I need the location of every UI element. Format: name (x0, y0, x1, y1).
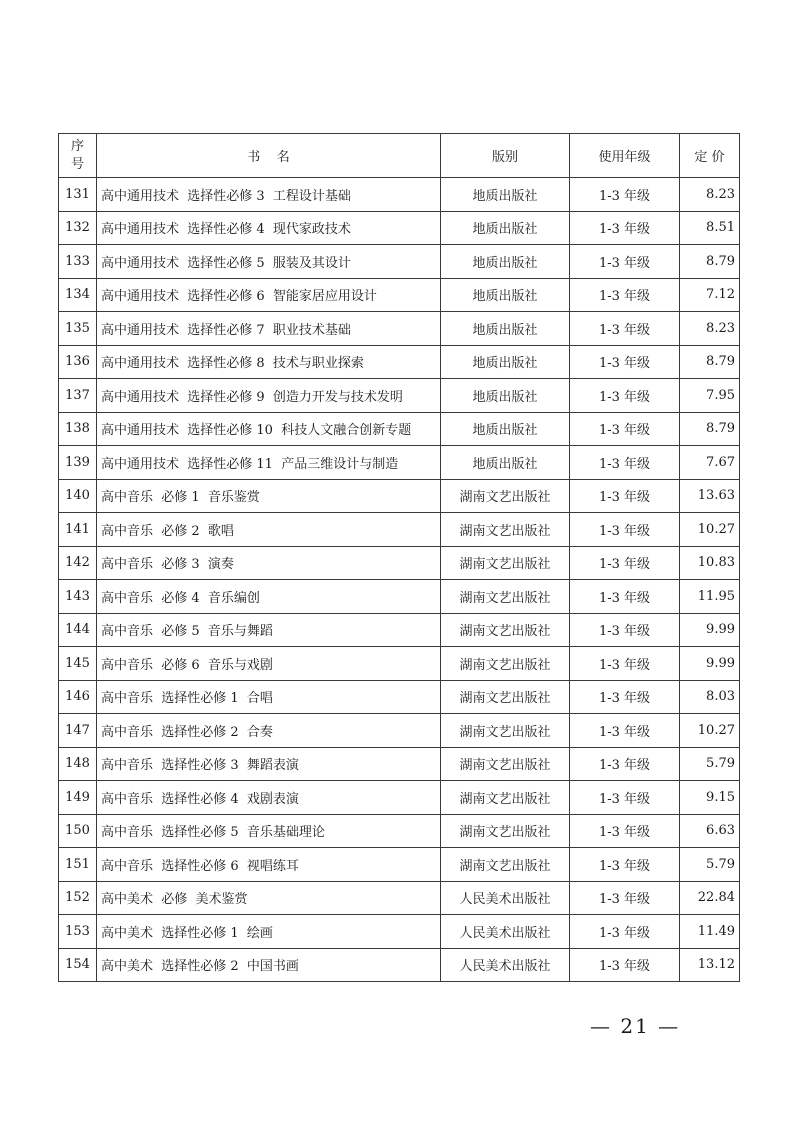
row-grade: 1-3 年级 (570, 278, 680, 312)
row-grade: 1-3 年级 (570, 211, 680, 245)
row-grade: 1-3 年级 (570, 412, 680, 446)
row-price: 9.15 (680, 781, 740, 815)
row-grade: 1-3 年级 (570, 178, 680, 212)
row-grade: 1-3 年级 (570, 312, 680, 346)
row-price: 8.51 (680, 211, 740, 245)
row-number: 149 (59, 781, 97, 815)
row-price: 13.12 (680, 948, 740, 982)
row-publisher: 地质出版社 (441, 278, 570, 312)
row-book-title: 高中音乐 选择性必修 4 戏剧表演 (97, 781, 441, 815)
row-grade: 1-3 年级 (570, 881, 680, 915)
row-grade: 1-3 年级 (570, 479, 680, 513)
row-number: 145 (59, 647, 97, 681)
row-number: 132 (59, 211, 97, 245)
row-number: 142 (59, 546, 97, 580)
row-grade: 1-3 年级 (570, 379, 680, 413)
table-row (59, 513, 740, 547)
header-seq-top: 序 (70, 138, 84, 154)
table-row (59, 379, 740, 413)
table-row (59, 680, 740, 714)
row-book-title: 高中音乐 选择性必修 3 舞蹈表演 (97, 747, 441, 781)
header-price: 定 价 (680, 134, 740, 178)
page-number: — 21 — (590, 1014, 681, 1038)
table-row (59, 278, 740, 312)
table-row (59, 747, 740, 781)
textbook-table (58, 133, 740, 982)
row-grade: 1-3 年级 (570, 747, 680, 781)
row-number: 146 (59, 680, 97, 714)
row-publisher: 人民美术出版社 (441, 948, 570, 982)
row-grade: 1-3 年级 (570, 245, 680, 279)
row-book-title: 高中音乐 必修 2 歌唱 (97, 513, 441, 547)
row-publisher: 地质出版社 (441, 345, 570, 379)
table-row (59, 580, 740, 614)
row-price: 10.27 (680, 714, 740, 748)
row-price: 11.49 (680, 915, 740, 949)
table-row (59, 245, 740, 279)
row-price: 10.83 (680, 546, 740, 580)
table-row (59, 848, 740, 882)
row-book-title: 高中通用技术 选择性必修 8 技术与职业探索 (97, 345, 441, 379)
row-price: 8.79 (680, 345, 740, 379)
table-row (59, 412, 740, 446)
row-price: 8.79 (680, 245, 740, 279)
row-number: 136 (59, 345, 97, 379)
table-row (59, 647, 740, 681)
row-grade: 1-3 年级 (570, 714, 680, 748)
row-book-title: 高中音乐 必修 5 音乐与舞蹈 (97, 613, 441, 647)
row-number: 147 (59, 714, 97, 748)
row-publisher: 湖南文艺出版社 (441, 714, 570, 748)
row-publisher: 湖南文艺出版社 (441, 546, 570, 580)
row-book-title: 高中美术 必修 美术鉴赏 (97, 881, 441, 915)
row-number: 150 (59, 814, 97, 848)
row-number: 144 (59, 613, 97, 647)
row-number: 143 (59, 580, 97, 614)
row-book-title: 高中音乐 选择性必修 6 视唱练耳 (97, 848, 441, 882)
row-price: 8.79 (680, 412, 740, 446)
row-price: 7.95 (680, 379, 740, 413)
row-book-title: 高中美术 选择性必修 1 绘画 (97, 915, 441, 949)
row-grade: 1-3 年级 (570, 848, 680, 882)
row-price: 9.99 (680, 613, 740, 647)
row-publisher: 湖南文艺出版社 (441, 781, 570, 815)
row-publisher: 湖南文艺出版社 (441, 513, 570, 547)
row-price: 6.63 (680, 814, 740, 848)
row-publisher: 地质出版社 (441, 379, 570, 413)
row-price: 7.12 (680, 278, 740, 312)
table-row (59, 613, 740, 647)
row-number: 141 (59, 513, 97, 547)
row-book-title: 高中音乐 必修 3 演奏 (97, 546, 441, 580)
row-publisher: 地质出版社 (441, 211, 570, 245)
row-number: 148 (59, 747, 97, 781)
row-grade: 1-3 年级 (570, 647, 680, 681)
row-price: 13.63 (680, 479, 740, 513)
row-publisher: 地质出版社 (441, 446, 570, 480)
row-price: 11.95 (680, 580, 740, 614)
row-grade: 1-3 年级 (570, 580, 680, 614)
row-number: 133 (59, 245, 97, 279)
row-book-title: 高中通用技术 选择性必修 9 创造力开发与技术发明 (97, 379, 441, 413)
header-publisher: 版别 (441, 134, 570, 178)
row-book-title: 高中音乐 必修 1 音乐鉴赏 (97, 479, 441, 513)
row-price: 10.27 (680, 513, 740, 547)
row-number: 152 (59, 881, 97, 915)
table-row (59, 345, 740, 379)
row-publisher: 湖南文艺出版社 (441, 848, 570, 882)
row-number: 139 (59, 446, 97, 480)
row-grade: 1-3 年级 (570, 948, 680, 982)
row-publisher: 湖南文艺出版社 (441, 479, 570, 513)
row-price: 22.84 (680, 881, 740, 915)
row-book-title: 高中通用技术 选择性必修 5 服装及其设计 (97, 245, 441, 279)
row-number: 134 (59, 278, 97, 312)
row-publisher: 地质出版社 (441, 245, 570, 279)
table-row (59, 814, 740, 848)
row-price: 8.03 (680, 680, 740, 714)
row-book-title: 高中通用技术 选择性必修 7 职业技术基础 (97, 312, 441, 346)
row-publisher: 地质出版社 (441, 412, 570, 446)
row-number: 153 (59, 915, 97, 949)
row-publisher: 湖南文艺出版社 (441, 814, 570, 848)
row-book-title: 高中通用技术 选择性必修 11 产品三维设计与制造 (97, 446, 441, 480)
row-book-title: 高中音乐 必修 6 音乐与戏剧 (97, 647, 441, 681)
table-row (59, 915, 740, 949)
row-publisher: 地质出版社 (441, 178, 570, 212)
row-grade: 1-3 年级 (570, 613, 680, 647)
row-price: 7.67 (680, 446, 740, 480)
table-header-row (59, 134, 740, 178)
row-price: 5.79 (680, 747, 740, 781)
row-price: 5.79 (680, 848, 740, 882)
row-publisher: 湖南文艺出版社 (441, 613, 570, 647)
row-grade: 1-3 年级 (570, 513, 680, 547)
row-price: 9.99 (680, 647, 740, 681)
table-row (59, 178, 740, 212)
row-number: 154 (59, 948, 97, 982)
row-book-title: 高中音乐 选择性必修 1 合唱 (97, 680, 441, 714)
row-book-title: 高中通用技术 选择性必修 10 科技人文融合创新专题 (97, 412, 441, 446)
row-publisher: 湖南文艺出版社 (441, 680, 570, 714)
row-publisher: 湖南文艺出版社 (441, 580, 570, 614)
table-row (59, 479, 740, 513)
row-book-title: 高中通用技术 选择性必修 3 工程设计基础 (97, 178, 441, 212)
header-title: 书 名 (97, 134, 441, 178)
table-row (59, 211, 740, 245)
row-grade: 1-3 年级 (570, 680, 680, 714)
row-book-title: 高中通用技术 选择性必修 6 智能家居应用设计 (97, 278, 441, 312)
row-grade: 1-3 年级 (570, 546, 680, 580)
row-grade: 1-3 年级 (570, 814, 680, 848)
row-price: 8.23 (680, 178, 740, 212)
header-seq-bottom: 号 (70, 156, 84, 172)
row-grade: 1-3 年级 (570, 446, 680, 480)
row-publisher: 人民美术出版社 (441, 881, 570, 915)
row-publisher: 地质出版社 (441, 312, 570, 346)
header-seq (59, 134, 97, 178)
row-number: 135 (59, 312, 97, 346)
table-row (59, 714, 740, 748)
row-grade: 1-3 年级 (570, 781, 680, 815)
row-publisher: 人民美术出版社 (441, 915, 570, 949)
table-row (59, 446, 740, 480)
row-number: 131 (59, 178, 97, 212)
table-row (59, 781, 740, 815)
row-number: 137 (59, 379, 97, 413)
row-price: 8.23 (680, 312, 740, 346)
row-book-title: 高中音乐 必修 4 音乐编创 (97, 580, 441, 614)
row-number: 140 (59, 479, 97, 513)
row-grade: 1-3 年级 (570, 345, 680, 379)
row-number: 138 (59, 412, 97, 446)
table-row (59, 881, 740, 915)
row-book-title: 高中音乐 选择性必修 5 音乐基础理论 (97, 814, 441, 848)
table-row (59, 948, 740, 982)
table-row (59, 312, 740, 346)
row-book-title: 高中美术 选择性必修 2 中国书画 (97, 948, 441, 982)
table-row (59, 546, 740, 580)
header-grade: 使用年级 (570, 134, 680, 178)
row-book-title: 高中音乐 选择性必修 2 合奏 (97, 714, 441, 748)
row-publisher: 湖南文艺出版社 (441, 747, 570, 781)
row-publisher: 湖南文艺出版社 (441, 647, 570, 681)
row-book-title: 高中通用技术 选择性必修 4 现代家政技术 (97, 211, 441, 245)
row-grade: 1-3 年级 (570, 915, 680, 949)
row-number: 151 (59, 848, 97, 882)
